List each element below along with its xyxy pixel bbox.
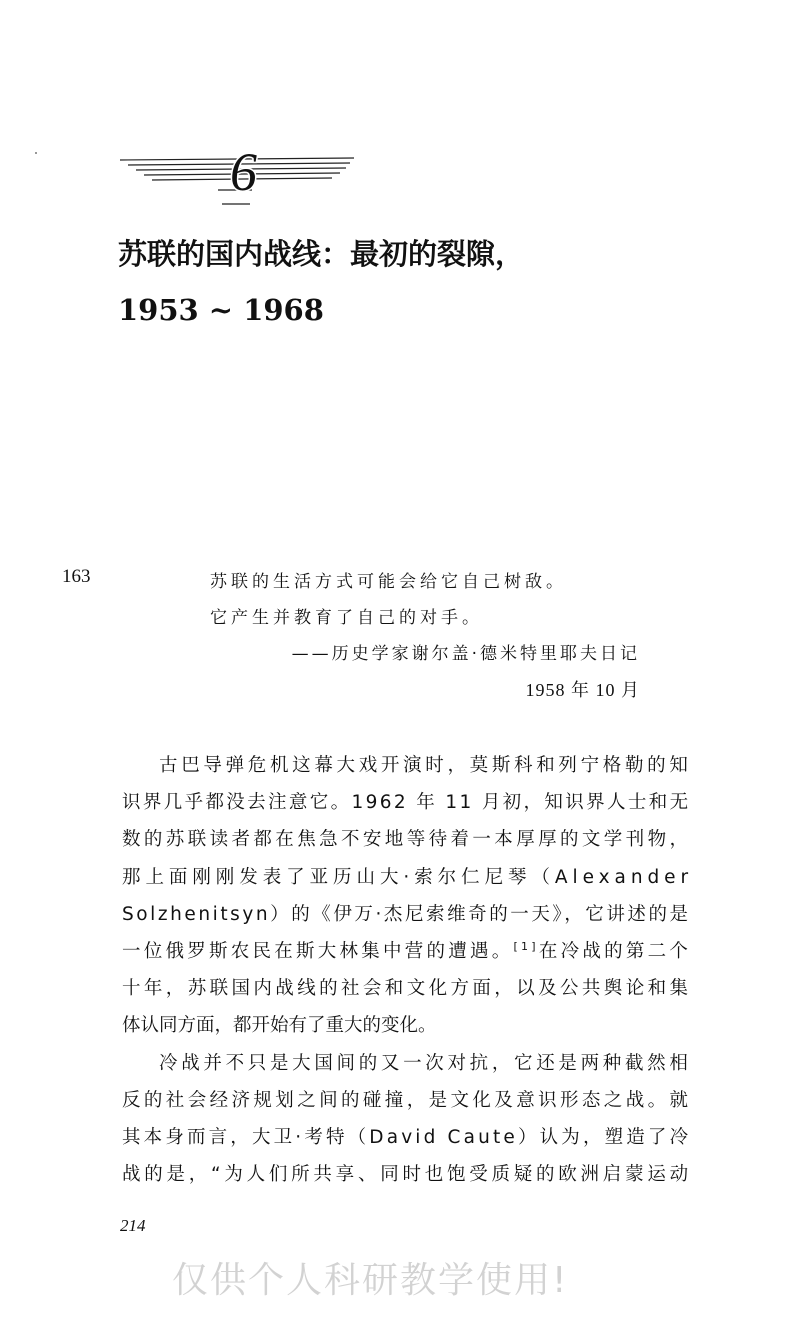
epigraph-line-1: 苏联的生活方式可能会给它自己树敌。 bbox=[210, 572, 567, 592]
chapter-ornament-lines bbox=[118, 138, 358, 213]
watermark: 仅供个人科研教学使用! bbox=[172, 1260, 569, 1301]
footnote-ref-1[interactable]: [1] bbox=[513, 939, 539, 953]
p1-line-6 bbox=[122, 933, 692, 970]
p2-line-4: 战的是，“为人们所共享、同时也饱受质疑的欧洲启蒙运动 bbox=[122, 1164, 692, 1186]
p2-line-3: 其本身而言，大卫·考特（David Caute）认为，塑造了冷 bbox=[122, 1126, 692, 1148]
epigraph-date: 1958 年 10 月 bbox=[525, 680, 640, 700]
p1-line-1: 古巴导弹危机这幕大戏开演时，莫斯科和列宁格勒的知 bbox=[159, 755, 692, 776]
p2-line-2: 反的社会经济规划之间的碰撞，是文化及意识形态之战。就 bbox=[122, 1089, 692, 1111]
epigraph-attribution: ——历史学家谢尔盖·德米特里耶夫日记 bbox=[291, 644, 640, 664]
chapter-title bbox=[118, 226, 738, 338]
epigraph bbox=[210, 564, 640, 708]
p1-line-4: 那上面刚刚发表了亚历山大·索尔仁尼琴（Alexander bbox=[122, 866, 694, 888]
paragraph-1 bbox=[122, 747, 694, 1045]
p1-line-5: Solzhenitsyn）的《伊万·杰尼索维奇的一天》，它讲述的是 bbox=[122, 903, 691, 925]
original-page-number: 163 bbox=[62, 566, 91, 587]
paragraph-2 bbox=[122, 1045, 692, 1194]
body-text bbox=[122, 747, 694, 1193]
chapter-title-line-1: 苏联的国内战线：最初的裂隙， bbox=[118, 237, 525, 271]
p1-line-7: 十年，苏联国内战线的社会和文化方面，以及公共舆论和集 bbox=[122, 978, 692, 1000]
p1-line-6b: 在冷战的第二个 bbox=[538, 940, 692, 962]
p1-line-3: 数的苏联读者都在焦急不安地等待着一本厚厚的文学刊物， bbox=[122, 829, 692, 851]
p1-line-8: 体认同方面，都开始有了重大的变化。 bbox=[122, 1015, 437, 1037]
p1-line-2: 识界几乎都没去注意它。1962 年 11 月初，知识界人士和无 bbox=[122, 792, 691, 814]
page-folio: 214 bbox=[120, 1216, 146, 1235]
epigraph-line-2: 它产生并教育了自己的对手。 bbox=[210, 608, 483, 628]
p1-line-6a: 一位俄罗斯农民在斯大林集中营的遭遇。 bbox=[122, 940, 514, 962]
p2-line-1: 冷战并不只是大国间的又一次对抗，它还是两种截然相 bbox=[159, 1052, 692, 1074]
chapter-number-ornament bbox=[118, 138, 358, 213]
chapter-number: 6 bbox=[230, 142, 257, 202]
scan-speck bbox=[35, 152, 37, 154]
chapter-title-line-2: 1953 ~ 1968 bbox=[118, 293, 324, 327]
